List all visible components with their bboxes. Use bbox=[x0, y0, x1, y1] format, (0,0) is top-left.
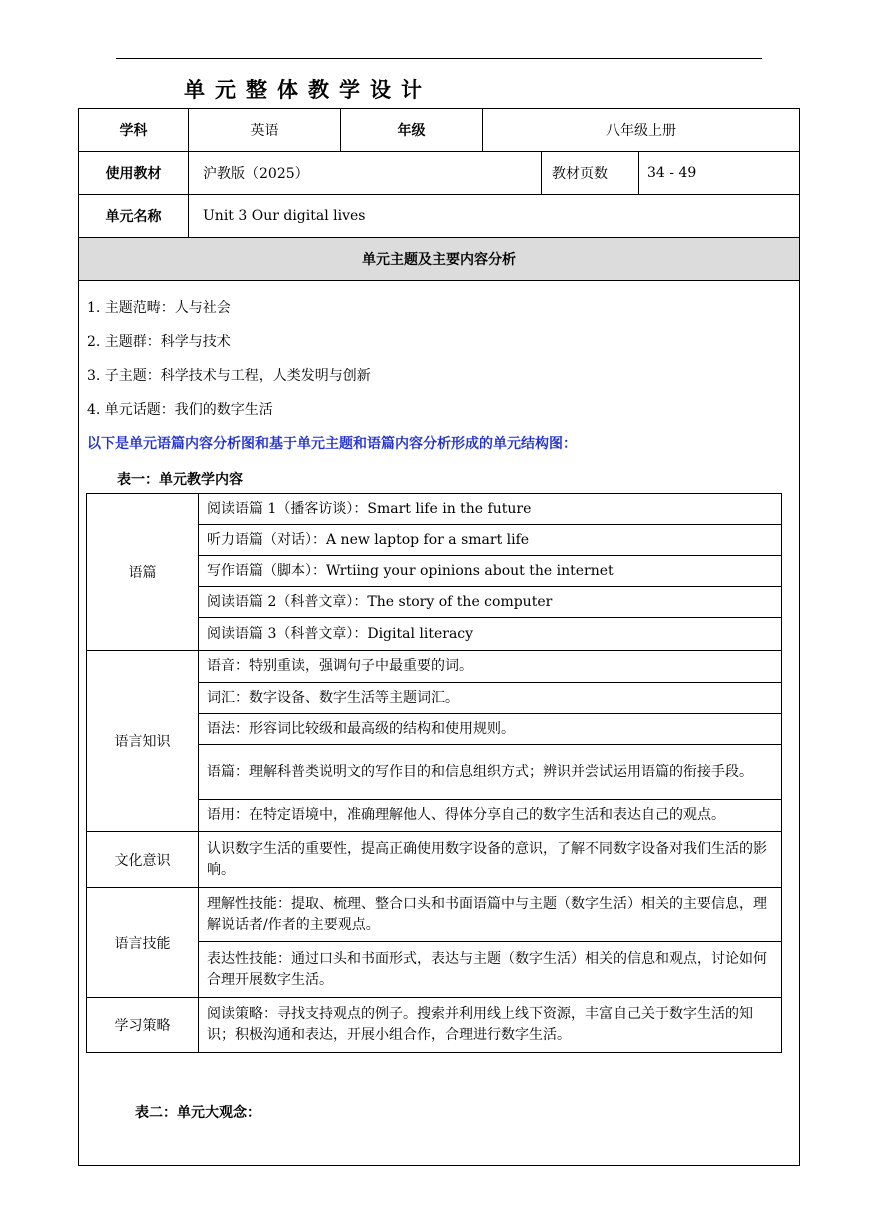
analysis-line-1: 1. 主题范畴：人与社会 bbox=[87, 300, 231, 316]
content-item: 语用：在特定语境中，准确理解他人、得体分享自己的数字生活和表达自己的观点。 bbox=[207, 807, 725, 823]
unit-value: Unit 3 Our digital lives bbox=[188, 195, 799, 237]
header-rule bbox=[116, 58, 762, 59]
content-item: 理解性技能：提取、梳理、整合口头和书面语篇中与主题（数字生活）相关的主要信息，理解说话者/作者的主要观点。 bbox=[199, 888, 781, 942]
group-label: 语篇 bbox=[87, 494, 199, 650]
learning-strategy-group bbox=[87, 998, 781, 1052]
table1-caption: 表一：单元教学内容 bbox=[117, 472, 243, 488]
section-title: 单元主题及主要内容分析 bbox=[79, 238, 799, 280]
textbook-row bbox=[79, 152, 799, 195]
textbook-value: 沪教版（2025） bbox=[188, 152, 541, 194]
content-item: 阅读语篇 3（科普文章）：Digital literacy bbox=[207, 625, 474, 642]
unit-label: 单元名称 bbox=[105, 209, 162, 225]
subject-value: 英语 bbox=[188, 109, 340, 151]
section-row bbox=[79, 238, 799, 281]
content-item: 语音：特别重读，强调句子中最重要的词。 bbox=[199, 651, 781, 683]
subject-row bbox=[79, 109, 799, 152]
table2-caption: 表二：单元大观念： bbox=[135, 1105, 261, 1121]
language-skills-group bbox=[87, 888, 781, 998]
content-item: 词汇：数字设备、数字生活等主题词汇。 bbox=[199, 683, 781, 714]
content-item: 写作语篇（脚本）：Wrtiing your opinions about the internet bbox=[199, 556, 781, 587]
content-item: 阅读语篇 1（播客访谈）：Smart life in the future bbox=[199, 494, 781, 525]
cultural-awareness-group bbox=[87, 832, 781, 888]
content-item: 听力语篇（对话）：A new laptop for a smart life bbox=[199, 525, 781, 556]
pages-label: 教材页数 bbox=[541, 152, 638, 194]
content-item: 阅读语篇 2（科普文章）：The story of the computer bbox=[199, 587, 781, 618]
document-title: 单元整体教学设计 bbox=[184, 78, 432, 102]
language-knowledge-group bbox=[87, 651, 781, 832]
pages-value: 34 - 49 bbox=[638, 152, 799, 194]
group-label: 语言知识 bbox=[87, 651, 199, 831]
group-label: 学习策略 bbox=[87, 998, 199, 1052]
analysis-line-2: 2. 主题群：科学与技术 bbox=[87, 334, 231, 350]
teaching-content-table bbox=[86, 493, 782, 1053]
content-item: 语篇：理解科普类说明文的写作目的和信息组织方式；辨识并尝试运用语篇的衔接手段。 bbox=[199, 745, 781, 800]
content-item: 认识数字生活的重要性，提高正确使用数字设备的意识，了解不同数字设备对我们生活的影响。 bbox=[207, 840, 767, 878]
intro-note: 以下是单元语篇内容分析图和基于单元主题和语篇内容分析形成的单元结构图： bbox=[87, 436, 577, 452]
grade-label: 年级 bbox=[340, 109, 482, 151]
analysis-line-3: 3. 子主题：科学技术与工程，人类发明与创新 bbox=[87, 368, 371, 384]
unit-row bbox=[79, 195, 799, 238]
content-item: 阅读策略：寻找支持观点的例子。搜索并利用线上线下资源，丰富自己关于数字生活的知识；积极沟通和表达，开展小组合作，合理进行数字生活。 bbox=[207, 1006, 753, 1043]
grade-value: 八年级上册 bbox=[482, 109, 799, 151]
group-label: 文化意识 bbox=[87, 832, 199, 887]
content-item: 语法：形容词比较级和最高级的结构和使用规则。 bbox=[199, 714, 781, 745]
content-item: 表达性技能：通过口头和书面形式，表达与主题（数字生活）相关的信息和观点，讨论如何合理开展数字生活。 bbox=[207, 950, 767, 988]
group-label: 语言技能 bbox=[87, 888, 199, 997]
analysis-line-4: 4. 单元话题：我们的数字生活 bbox=[87, 402, 273, 418]
discourse-group bbox=[87, 494, 781, 651]
textbook-label: 使用教材 bbox=[105, 166, 162, 182]
subject-label: 学科 bbox=[119, 123, 148, 139]
